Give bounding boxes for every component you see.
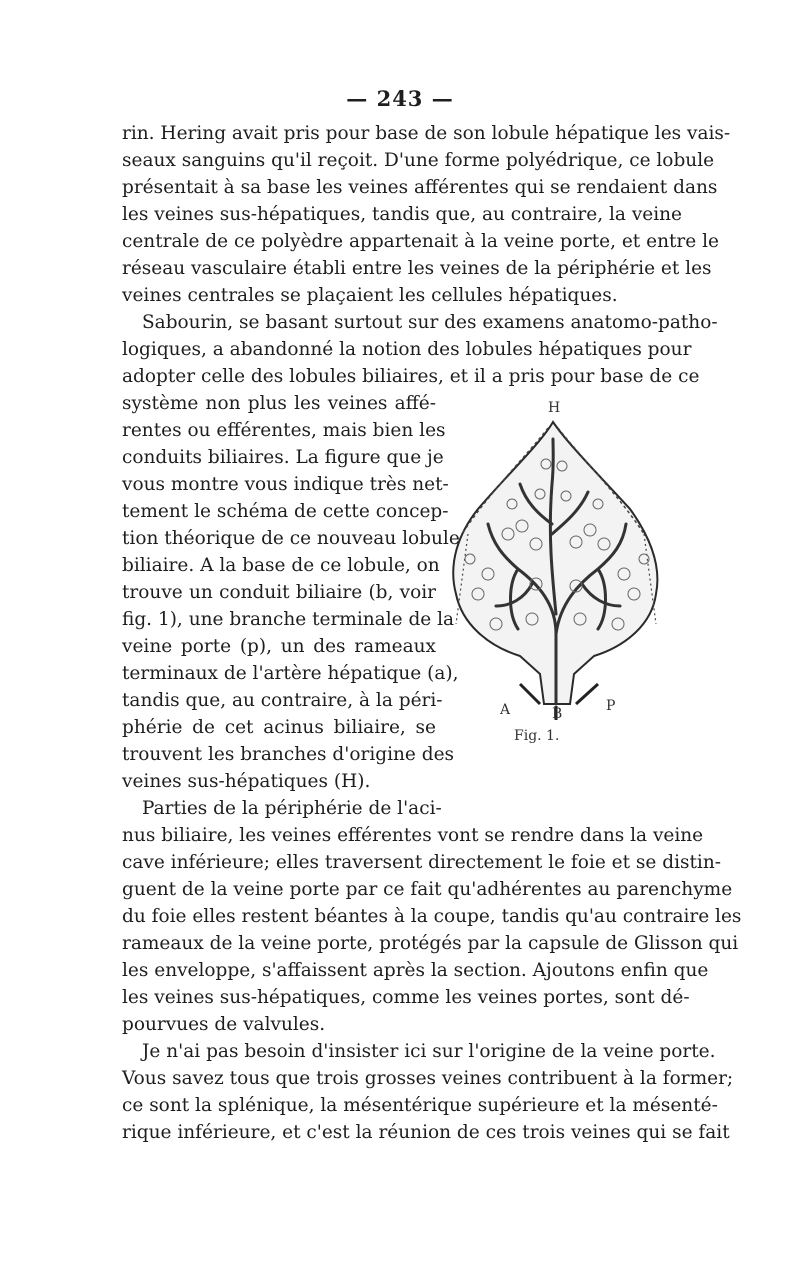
text-line: veines sus-hépatiques (H). [122, 771, 371, 792]
figure-biliary-lobule [448, 384, 668, 754]
figure-caption: Fig. 1. [514, 728, 560, 744]
text-line: adopter celle des lobules biliaires, et il a pris pour base de ce [122, 366, 700, 387]
text-line: rameaux de la veine porte, protégés par la capsule de Glisson qui [122, 933, 739, 954]
text-line: Sabourin, se basant surtout sur des examens anatomo-patho- [142, 312, 718, 333]
text-line: présentait à sa base les veines afférentes qui se rendaient dans [122, 177, 718, 198]
text-line: tement le schéma de cette concep- [122, 501, 449, 522]
text-line: veine porte (p), un des rameaux [122, 636, 436, 657]
text-line: cave inférieure; elles traversent directement le foie et se distin- [122, 852, 722, 873]
text-line: trouve un conduit biliaire (b, voir [122, 582, 436, 603]
text-line: conduits biliaires. La figure que je [122, 447, 444, 468]
text-line: centrale de ce polyèdre appartenait à la veine porte, et entre le [122, 231, 719, 252]
text-line: nus biliaire, les veines efférentes vont se rendre dans la veine [122, 825, 704, 846]
figure-label-p: P [606, 698, 616, 714]
text-line: les veines sus-hépatiques, tandis que, au contraire, la veine [122, 204, 682, 225]
text-line: rentes ou efférentes, mais bien les [122, 420, 446, 441]
text-line: fig. 1), une branche terminale de la [122, 609, 455, 630]
text-line: guent de la veine porte par ce fait qu'adhérentes au parenchyme [122, 879, 733, 900]
text-line: trouvent les branches d'origine des [122, 744, 455, 765]
text-line: veines centrales se plaçaient les cellules hépatiques. [122, 285, 618, 306]
text-line: rin. Hering avait pris pour base de son lobule hépatique les vais- [122, 123, 731, 144]
text-line: du foie elles restent béantes à la coupe, tandis qu'au contraire les [122, 906, 742, 927]
text-line: vous montre vous indique très net- [122, 474, 449, 495]
text-line: les veines sus-hépatiques, comme les veines portes, sont dé- [122, 987, 690, 1008]
text-line: ce sont la splénique, la mésentérique supérieure et la mésenté- [122, 1095, 718, 1116]
text-line: terminaux de l'artère hépatique (a), [122, 663, 459, 684]
text-line: logiques, a abandonné la notion des lobules hépatiques pour [122, 339, 692, 360]
text-line: Je n'ai pas besoin d'insister ici sur l'origine de la veine porte. [142, 1041, 716, 1062]
text-line: tandis que, au contraire, à la péri- [122, 690, 443, 711]
text-line: tion théorique de ce nouveau lobule [122, 528, 460, 549]
text-line: système non plus les veines affé- [122, 393, 436, 414]
page-number: — 243 — [346, 86, 454, 111]
text-line: réseau vasculaire établi entre les veines de la périphérie et les [122, 258, 712, 279]
figure-label-h: H [548, 400, 561, 416]
text-line: seaux sanguins qu'il reçoit. D'une forme polyédrique, ce lobule [122, 150, 715, 171]
text-line: Parties de la périphérie de l'aci- [142, 798, 442, 819]
figure-label-b: B [552, 706, 563, 722]
text-line: biliaire. A la base de ce lobule, on [122, 555, 440, 576]
text-line: rique inférieure, et c'est la réunion de ces trois veines qui se fait [122, 1122, 730, 1143]
text-line: Vous savez tous que trois grosses veines contribuent à la former; [122, 1068, 734, 1089]
figure-label-a: A [500, 702, 511, 718]
text-line: pourvues de valvules. [122, 1014, 326, 1035]
text-line: phérie de cet acinus biliaire, se [122, 717, 436, 738]
lobule-illustration [448, 384, 668, 754]
text-line: les enveloppe, s'affaissent après la section. Ajoutons enfin que [122, 960, 709, 981]
